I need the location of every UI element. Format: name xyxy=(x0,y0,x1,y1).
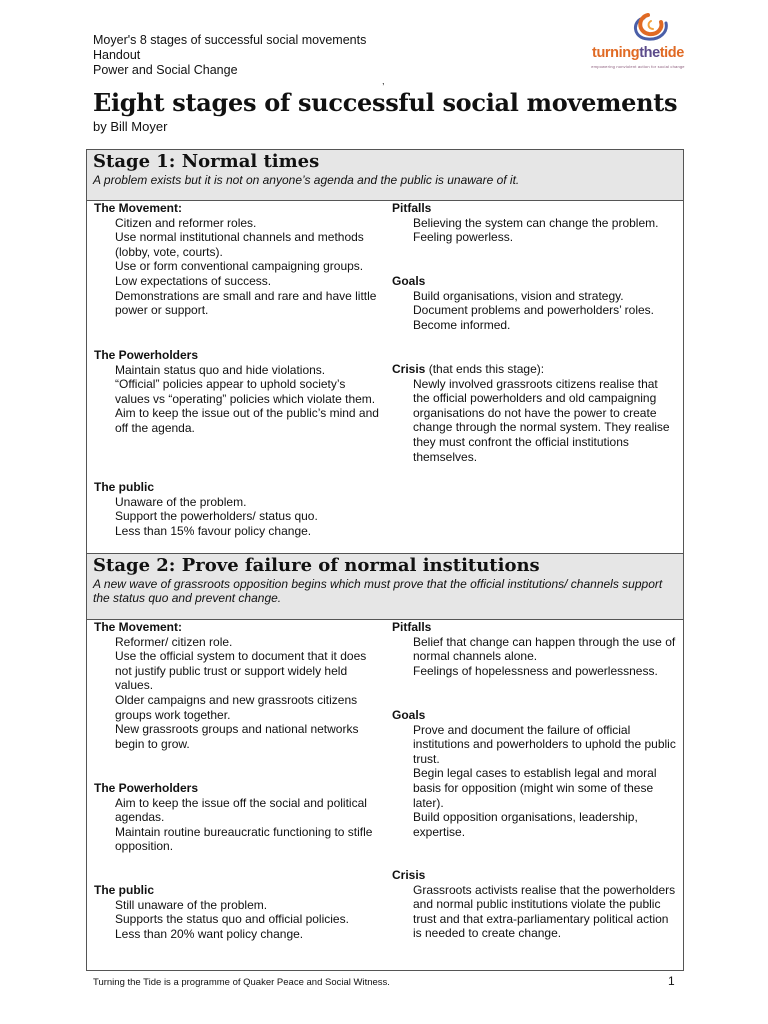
stage-1-title: Stage 1: Normal times xyxy=(93,151,320,172)
list-item: Grassroots activists realise that the powerholders and normal public institutions violate the public trust and that extra-parliamentary political action is needed to create change. xyxy=(413,882,676,941)
stage-1-crisis-items xyxy=(392,377,677,465)
stage-2-subtitle: A new wave of grassroots opposition begins which must prove that the official institutions/ channels support the status quo and prevent change. xyxy=(93,577,663,605)
stage-1-public-items xyxy=(94,495,379,539)
list-item: Still unaware of the problem. xyxy=(115,897,268,912)
list-item: Build organisations, vision and strategy. xyxy=(413,288,624,303)
list-item: Maintain routine bureaucratic functioning to stifle opposition. xyxy=(115,824,373,854)
stage-2-pitfalls-items xyxy=(392,635,677,679)
crisis-label: Crisis xyxy=(392,868,426,882)
stage-2-crisis-section xyxy=(392,868,677,941)
crisis-note: (that ends this stage): xyxy=(425,362,545,376)
stage-1-movement-items xyxy=(94,216,379,318)
list-item: Become informed. xyxy=(413,317,511,332)
stage-2-powerholders-heading: The Powerholders xyxy=(94,781,199,795)
stage-2-title: Stage 2: Prove failure of normal institutions xyxy=(93,555,540,576)
stage-2-pitfalls-section xyxy=(392,620,677,678)
stage-1-goals-items xyxy=(392,289,677,333)
list-item: Low expectations of success. xyxy=(115,273,272,288)
stage-1-movement-heading: The Movement: xyxy=(94,201,183,215)
page-number: 1 xyxy=(668,974,675,988)
list-item: Build opposition organisations, leadership, expertise. xyxy=(413,810,638,839)
header-line-1: Moyer's 8 stages of successful social movements xyxy=(93,33,367,47)
list-item: Supports the status quo and official policies. xyxy=(115,912,349,927)
list-item: Prove and document the failure of official institutions and powerholders to uphold the public trust. xyxy=(413,722,676,766)
stage-1-pitfalls-section xyxy=(392,201,677,245)
stage-2-movement-heading: The Movement: xyxy=(94,620,183,634)
logo-tagline: empowering nonviolent action for social change xyxy=(591,64,685,69)
list-item: Document problems and powerholders’ roles. xyxy=(413,303,655,318)
stage-1-crisis-heading xyxy=(392,362,677,377)
stage-1-pitfalls-items xyxy=(392,216,677,245)
stage-2-powerholders-section xyxy=(94,781,379,854)
list-item: Citizen and reformer roles. xyxy=(115,215,257,230)
list-item: Unaware of the problem. xyxy=(115,494,247,509)
stage-1-box xyxy=(86,149,684,554)
stage-1-movement-section xyxy=(94,201,379,318)
list-item: Demonstrations are small and rare and have little power or support. xyxy=(115,288,377,318)
list-item: Use normal institutional channels and methods (lobby, vote, courts). xyxy=(115,230,364,259)
header-line-3: Power and Social Change xyxy=(93,63,238,77)
stage-1-powerholders-section xyxy=(94,348,379,436)
stage-2-public-heading: The public xyxy=(94,883,154,897)
stage-2-public-items xyxy=(94,898,379,942)
stage-2-header xyxy=(87,554,683,620)
stage-1-goals-section xyxy=(392,274,677,332)
list-item: Reformer/ citizen role. xyxy=(115,634,233,649)
document-title: Eight stages of successful social movements xyxy=(93,88,678,117)
wave-swirl-icon xyxy=(588,12,688,46)
stage-2-public-section xyxy=(94,883,379,941)
stage-2-crisis-heading xyxy=(392,868,677,883)
stage-1-pitfalls-heading: Pitfalls xyxy=(392,201,432,215)
stage-2-box xyxy=(86,553,684,971)
list-item: Newly involved grassroots citizens realise that the official powerholders and old campaigning organisations do not have the power to create change through the normal system. They realise they must confront the official institutions themselves. xyxy=(413,376,670,464)
list-item: Belief that change can happen through the use of normal channels alone. xyxy=(413,634,676,664)
list-item: Support the powerholders/ status quo. xyxy=(115,509,318,524)
stage-1-powerholders-items xyxy=(94,363,379,436)
list-item: Feelings of hopelessness and powerlessness. xyxy=(413,663,658,678)
list-item: Use the official system to document that it does not justify public trust or support widely held values. xyxy=(115,649,367,693)
stage-1-goals-heading: Goals xyxy=(392,274,426,288)
stage-2-crisis-items xyxy=(392,883,677,941)
crisis-label: Crisis xyxy=(392,362,426,376)
document-header-lines xyxy=(93,33,366,78)
list-item: Feeling powerless. xyxy=(413,230,514,245)
stage-2-goals-items xyxy=(392,723,677,840)
stage-2-movement-items xyxy=(94,635,379,752)
stage-1-header xyxy=(87,150,683,201)
list-item: Less than 20% want policy change. xyxy=(115,926,304,941)
stage-1-public-heading: The public xyxy=(94,480,154,494)
list-item: New grassroots groups and national networks begin to grow. xyxy=(115,722,359,751)
list-item: Use or form conventional campaigning groups. xyxy=(115,259,364,274)
list-item: Aim to keep the issue off the social and political agendas. xyxy=(115,795,367,825)
stage-1-subtitle: A problem exists but it is not on anyone’s agenda and the public is unaware of it. xyxy=(93,173,520,187)
stage-1-public-section xyxy=(94,480,379,538)
stage-2-movement-section xyxy=(94,620,379,751)
stage-1-powerholders-heading: The Powerholders xyxy=(94,348,199,362)
list-item: Less than 15% favour policy change. xyxy=(115,523,312,538)
list-item: Maintain status quo and hide violations. xyxy=(115,362,326,377)
list-item: Believing the system can change the problem. xyxy=(413,215,659,230)
list-item: Begin legal cases to establish legal and moral basis for opposition (might win some of these later). xyxy=(413,766,657,810)
stage-2-pitfalls-heading: Pitfalls xyxy=(392,620,432,634)
byline: by Bill Moyer xyxy=(93,119,168,134)
list-item: Older campaigns and new grassroots citizens groups work together. xyxy=(115,692,358,722)
footer-text: Turning the Tide is a programme of Quaker Peace and Social Witness. xyxy=(93,977,390,988)
header-line-2: Handout xyxy=(93,48,141,62)
stray-mark: , xyxy=(382,76,385,86)
turning-the-tide-logo xyxy=(588,12,688,74)
list-item: Aim to keep the issue out of the public’s mind and off the agenda. xyxy=(115,406,379,435)
stage-1-crisis-section xyxy=(392,362,677,464)
logo-wordmark: turningthetide xyxy=(592,45,684,61)
stage-2-goals-heading: Goals xyxy=(392,708,426,722)
stage-2-powerholders-items xyxy=(94,796,379,854)
stage-2-goals-section xyxy=(392,708,677,839)
list-item: “Official” policies appear to uphold society’s values vs “operating” policies which violate them. xyxy=(115,377,376,406)
